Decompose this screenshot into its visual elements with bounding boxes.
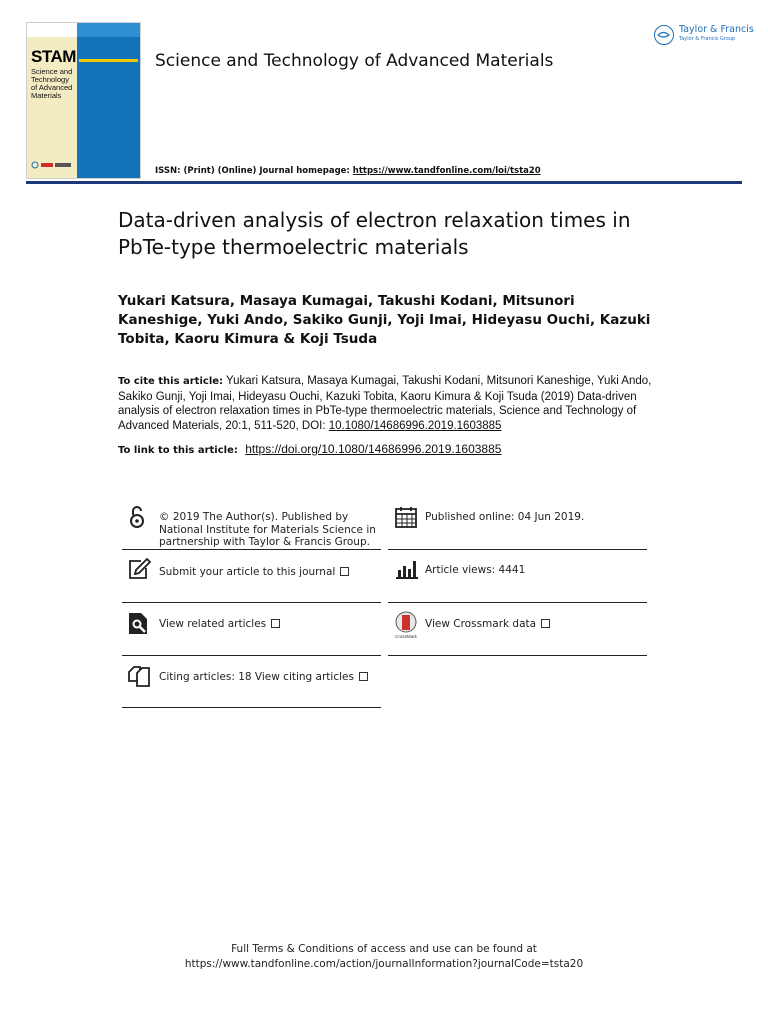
submit-article-link[interactable] (159, 566, 349, 579)
cover-yellow-line (79, 59, 138, 62)
header-rule (26, 181, 742, 184)
publisher-logo[interactable] (654, 24, 754, 46)
cover-title: STAM (31, 47, 76, 66)
license-text: © 2019 The Author(s). Published by National Institute for Materials Science in partnership with Taylor & Francis Group. (159, 511, 376, 548)
article-authors: Yukari Katsura, Masaya Kumagai, Takushi Kodani, Mitsunori Kaneshige, Yuki Ando, Sakiko Gunji, Yoji Imai, Hideyasu Ouchi, Kazuki Tobita, Kaoru Kimura & Koji Tsuda (118, 293, 651, 347)
cite-label: To cite this article: (118, 376, 224, 387)
cite-text: Yukari Katsura, Masaya Kumagai, Takushi Kodani, Mitsunori Kaneshige, Yuki Ando, Sakiko Gunji, Yoji Imai, Hideyasu Ouchi, Kazuki Tobita, Kaoru Kimura & Koji Tsuda (2019) Data-driven analysis of electron relaxation times in PbTe-type thermoelectric materials, Science and Technology of Advanced Materials, 20:1, 511-520, DOI: (118, 375, 652, 432)
divider (388, 549, 647, 550)
citing-articles-icon (127, 664, 151, 688)
crossmark-label: View Crossmark data (425, 618, 537, 630)
divider (388, 602, 647, 603)
published-date: Published online: 04 Jun 2019. (425, 511, 585, 523)
external-link-icon (271, 619, 280, 628)
issn-text: ISSN: (Print) (Online) Journal homepage: (155, 166, 350, 176)
citing-articles-link[interactable] (159, 671, 368, 684)
publisher-subname: Taylor & Francis Group (679, 36, 736, 42)
issn-line (155, 166, 541, 176)
search-document-icon (127, 611, 151, 635)
cover-blue-band (77, 23, 140, 37)
submit-article-label: Submit your article to this journal (159, 566, 336, 578)
article-doi-link[interactable]: https://doi.org/10.1080/14686996.2019.1603885 (245, 442, 502, 456)
open-access-icon (125, 505, 149, 529)
related-articles-label: View related articles (159, 618, 267, 630)
crossmark-icon-label: CrossMark (395, 634, 417, 639)
article-views: Article views: 4441 (425, 564, 526, 576)
publisher-name: Taylor & Francis (679, 24, 754, 35)
publisher-logo-icon (654, 25, 674, 45)
external-link-icon (340, 567, 349, 576)
link-label: To link to this article: (118, 445, 238, 456)
journal-title: Science and Technology of Advanced Materials (155, 51, 554, 71)
cover-publisher-logo (31, 160, 73, 170)
edit-icon (127, 557, 151, 581)
article-link-line (118, 442, 501, 456)
cite-doi-link[interactable]: 10.1080/14686996.2019.1603885 (328, 419, 502, 432)
footer-line-1: Full Terms & Conditions of access and use can be found at (231, 943, 537, 955)
divider (122, 549, 381, 550)
footer (0, 942, 768, 972)
journal-cover (26, 22, 141, 179)
cover-subtitle: Science and Technology of Advanced Materials (31, 67, 73, 100)
cover-blue-panel (77, 23, 140, 178)
external-link-icon (359, 672, 368, 681)
article-title: Data-driven analysis of electron relaxation times in PbTe-type thermoelectric materials (118, 208, 631, 259)
crossmark-icon (394, 611, 418, 639)
divider (122, 707, 381, 708)
bar-chart-icon (395, 557, 419, 581)
journal-homepage-link[interactable]: https://www.tandfonline.com/loi/tsta20 (352, 166, 541, 176)
divider (388, 655, 647, 656)
crossmark-link[interactable] (425, 618, 550, 631)
calendar-icon (394, 505, 418, 529)
divider (122, 655, 381, 656)
citing-articles-label: Citing articles: 18 View citing articles (159, 671, 354, 683)
external-link-icon (541, 619, 550, 628)
footer-terms-link[interactable]: https://www.tandfonline.com/action/journalInformation?journalCode=tsta20 (184, 958, 584, 970)
citation-block (118, 374, 663, 433)
divider (122, 602, 381, 603)
related-articles-link[interactable] (159, 618, 280, 631)
